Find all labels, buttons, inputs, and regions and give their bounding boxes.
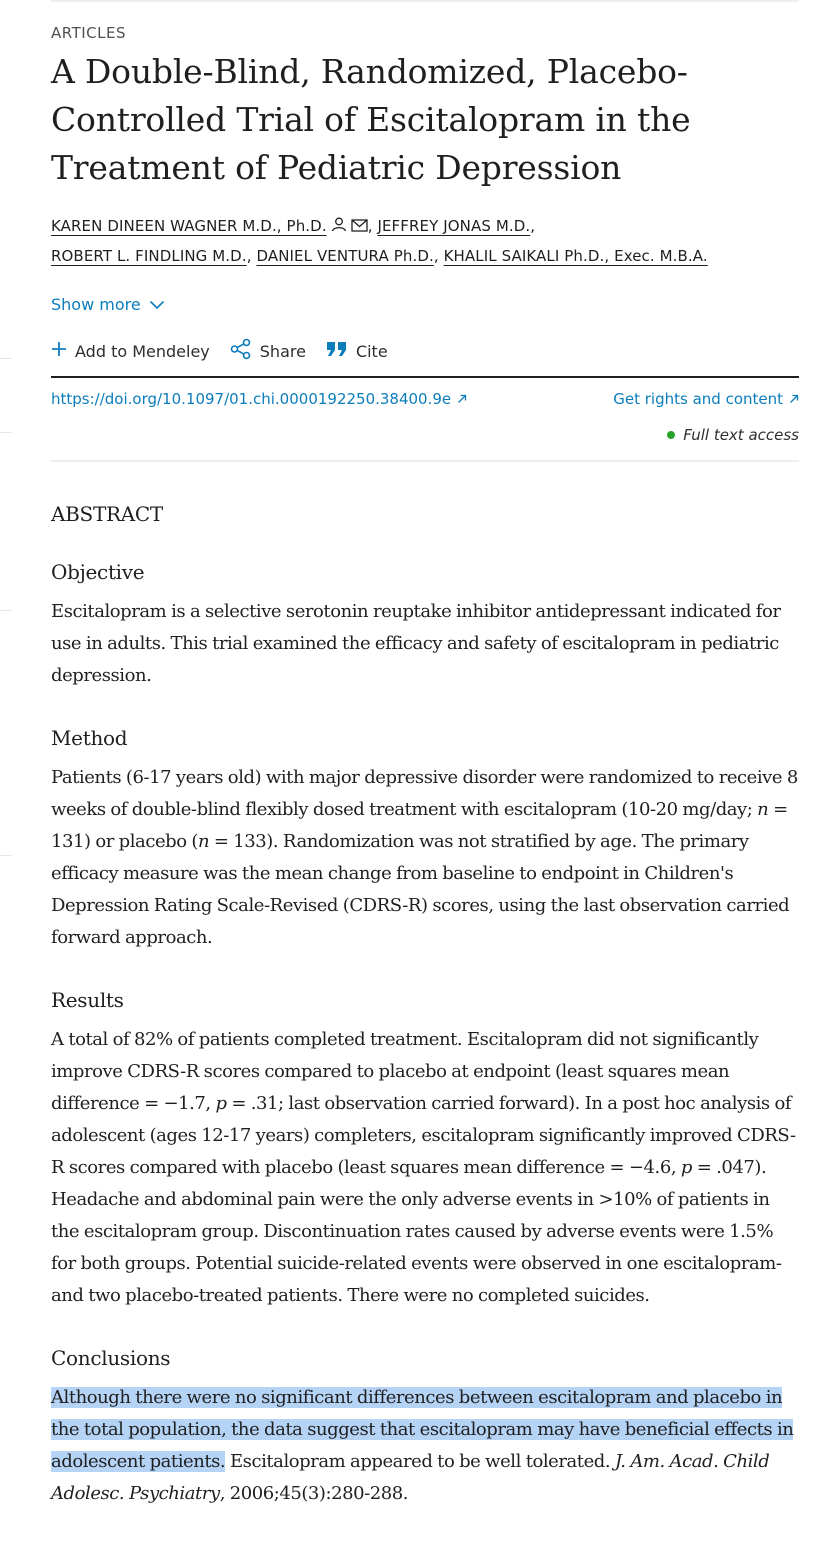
- envelope-icon: [351, 213, 368, 242]
- results-heading: Results: [51, 988, 124, 1012]
- method-text: Patients (6-17 years old) with major depressive disorder were randomized to receive 8 weeks of double-blind flexibly dosed treatment with escitalopram (10-20 mg/day; n = 131) or placebo (n = 133). Randomization was not stratified by age. The primary efficacy measure was the mean change from baseline to endpoint in Children's Depression Rating Scale-Revised (CDRS-R) scores, using the last observation carried forward approach.: [51, 767, 798, 948]
- method-heading: Method: [51, 726, 128, 750]
- share-button[interactable]: [230, 338, 306, 364]
- mendeley-label: Add to Mendeley: [75, 341, 210, 361]
- chevron-down-icon: [149, 295, 165, 314]
- article-actions: [51, 336, 799, 366]
- cite-button[interactable]: [326, 341, 388, 361]
- share-label: Share: [259, 341, 306, 361]
- article-type-label: ARTICLES: [51, 24, 127, 42]
- top-divider: [51, 0, 799, 2]
- author-link[interactable]: DANIEL VENTURA Ph.D.: [256, 247, 434, 265]
- get-rights-link[interactable]: Get rights and content: [613, 390, 799, 408]
- access-status: [51, 426, 799, 444]
- share-icon: [230, 338, 252, 364]
- cite-label: Cite: [355, 341, 388, 361]
- add-to-mendeley-button[interactable]: [51, 341, 210, 361]
- access-label: Full text access: [683, 426, 799, 444]
- access-dot-icon: [667, 431, 675, 439]
- text-selection-highlight[interactable]: Although there were no significant differences between escitalopram and placebo in the total population, the data suggest that escitalopram may have beneficial effects in adolescent patients.: [51, 1387, 794, 1472]
- author-list: KAREN DINEEN WAGNER M.D., Ph.D. , JEFFREY JONAS M.D., ROBERT L. FINDLING M.D., DANIEL VENTURA Ph.D., KHALIL SAIKALI Ph.D., Exec. M.B.A.: [51, 212, 799, 271]
- external-link-icon: [789, 394, 799, 404]
- conclusions-heading: Conclusions: [51, 1346, 171, 1370]
- author-link[interactable]: JEFFREY JONAS M.D.: [377, 217, 531, 235]
- left-edge-tick: [0, 358, 12, 359]
- header-divider: [51, 376, 799, 378]
- results-text: A total of 82% of patients completed treatment. Escitalopram did not significantly improve CDRS-R scores compared to placebo at endpoint (least squares mean difference = −1.7, p = .31; last observation carried forward). In a post hoc analysis of adolescent (ages 12-17 years) completers, escitalopram significantly improved CDRS-R scores compared with placebo (least squares mean difference = −4.6, p = .047). Headache and abdominal pain were the only adverse events in >10% of patients in the escitalopram group. Discontinuation rates caused by adverse events were 1.5% for both groups. Potential suicide-related events were observed in one escitalopram- and two placebo-treated patients. There were no completed suicides.: [51, 1029, 796, 1306]
- doi-link[interactable]: https://doi.org/10.1097/01.chi.0000192250.38400.9e: [51, 390, 467, 408]
- objective-heading: Objective: [51, 560, 145, 584]
- person-icon: [331, 213, 347, 242]
- author-link[interactable]: [51, 217, 368, 235]
- section-divider: [51, 460, 799, 462]
- abstract-heading: ABSTRACT: [51, 502, 163, 526]
- show-more-button[interactable]: [51, 295, 799, 314]
- external-link-icon: [457, 394, 467, 404]
- conclusions-text: Although there were no significant differences between escitalopram and placebo in the total population, the data suggest that escitalopram may have beneficial effects in adolescent patients. Escitalopram appeared to be well tolerated. J. Am. Acad. Child Adolesc. Psychiatry, 2006;45(3):280-288.: [51, 1387, 794, 1504]
- left-edge-tick: [0, 432, 12, 433]
- show-more-label: Show more: [51, 295, 141, 314]
- author-link[interactable]: ROBERT L. FINDLING M.D.: [51, 247, 247, 265]
- plus-icon: [51, 341, 67, 361]
- objective-text: Escitalopram is a selective serotonin reuptake inhibitor antidepressant indicated for use in adults. This trial examined the efficacy and safety of escitalopram in pediatric depression.: [51, 601, 781, 686]
- left-edge-tick: [0, 610, 12, 611]
- author-name: KAREN DINEEN WAGNER M.D., Ph.D.: [51, 217, 327, 235]
- article-title: A Double-Blind, Randomized, Placebo-Controlled Trial of Escitalopram in the Treatment of Pediatric Depression: [51, 52, 691, 187]
- doi-row: [51, 390, 799, 408]
- quote-icon: [326, 341, 348, 361]
- left-edge-tick: [0, 855, 12, 856]
- author-link[interactable]: KHALIL SAIKALI Ph.D., Exec. M.B.A.: [443, 247, 708, 265]
- article-header: [51, 24, 799, 1510]
